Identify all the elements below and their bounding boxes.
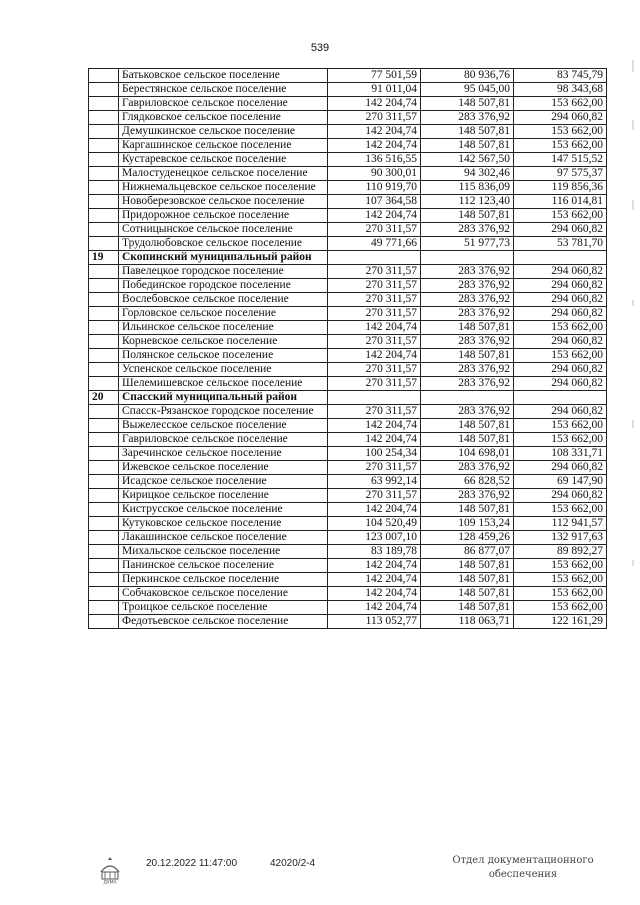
value-cell-3: 294 060,82 bbox=[514, 335, 607, 349]
value-cell-2 bbox=[421, 391, 514, 405]
value-cell-1: 142 204,74 bbox=[328, 139, 421, 153]
value-cell-3: 153 662,00 bbox=[514, 349, 607, 363]
value-cell-3: 294 060,82 bbox=[514, 489, 607, 503]
value-cell-3: 89 892,27 bbox=[514, 545, 607, 559]
table-row bbox=[89, 545, 607, 559]
value-cell-2: 80 936,76 bbox=[421, 69, 514, 83]
value-cell-1: 270 311,57 bbox=[328, 489, 421, 503]
value-cell-3: 147 515,52 bbox=[514, 153, 607, 167]
settlement-name-cell: Новоберезовское сельское поселение bbox=[119, 195, 328, 209]
value-cell-3: 153 662,00 bbox=[514, 139, 607, 153]
margin-scan-marks bbox=[630, 60, 636, 880]
value-cell-1: 270 311,57 bbox=[328, 265, 421, 279]
settlement-name-cell: Федотьевское сельское поселение bbox=[119, 615, 328, 629]
settlement-name-cell: Каргашинское сельское поселение bbox=[119, 139, 328, 153]
row-number-cell bbox=[89, 433, 119, 447]
value-cell-3: 119 856,36 bbox=[514, 181, 607, 195]
value-cell-2: 148 507,81 bbox=[421, 125, 514, 139]
value-cell-1: 270 311,57 bbox=[328, 111, 421, 125]
value-cell-2: 283 376,92 bbox=[421, 461, 514, 475]
row-number-cell bbox=[89, 307, 119, 321]
value-cell-2: 283 376,92 bbox=[421, 405, 514, 419]
value-cell-1: 49 771,66 bbox=[328, 237, 421, 251]
settlement-name-cell: Собчаковское сельское поселение bbox=[119, 587, 328, 601]
budget-table bbox=[88, 68, 607, 629]
value-cell-3: 122 161,29 bbox=[514, 615, 607, 629]
value-cell-2: 95 045,00 bbox=[421, 83, 514, 97]
value-cell-1: 113 052,77 bbox=[328, 615, 421, 629]
value-cell-2: 148 507,81 bbox=[421, 503, 514, 517]
settlement-name-cell: Кирицкое сельское поселение bbox=[119, 489, 328, 503]
table-row bbox=[89, 405, 607, 419]
value-cell-1: 142 204,74 bbox=[328, 433, 421, 447]
row-number-cell bbox=[89, 237, 119, 251]
settlement-name-cell: Нижнемальцевское сельское поселение bbox=[119, 181, 328, 195]
value-cell-2: 148 507,81 bbox=[421, 349, 514, 363]
row-number-cell bbox=[89, 153, 119, 167]
value-cell-1: 142 204,74 bbox=[328, 503, 421, 517]
value-cell-2: 283 376,92 bbox=[421, 335, 514, 349]
settlement-name-cell: Заречинское сельское поселение bbox=[119, 447, 328, 461]
value-cell-3: 153 662,00 bbox=[514, 321, 607, 335]
table-row bbox=[89, 69, 607, 83]
stamp-line-2: обеспечения bbox=[488, 869, 558, 880]
table-row bbox=[89, 279, 607, 293]
row-number-cell bbox=[89, 559, 119, 573]
row-number-cell bbox=[89, 349, 119, 363]
value-cell-1 bbox=[328, 251, 421, 265]
settlement-name-cell: Берестянское сельское поселение bbox=[119, 83, 328, 97]
row-number-cell bbox=[89, 517, 119, 531]
value-cell-2: 283 376,92 bbox=[421, 279, 514, 293]
value-cell-3 bbox=[514, 251, 607, 265]
table-row bbox=[89, 475, 607, 489]
value-cell-1: 104 520,49 bbox=[328, 517, 421, 531]
table-row bbox=[89, 531, 607, 545]
table-row bbox=[89, 461, 607, 475]
row-number-cell bbox=[89, 279, 119, 293]
table-row bbox=[89, 83, 607, 97]
settlement-name-cell: Малостуденецкое сельское поселение bbox=[119, 167, 328, 181]
section-row bbox=[89, 391, 607, 405]
settlement-name-cell: Павелецкое городское поселение bbox=[119, 265, 328, 279]
settlement-name-cell: Полянское сельское поселение bbox=[119, 349, 328, 363]
value-cell-3: 294 060,82 bbox=[514, 111, 607, 125]
value-cell-2: 283 376,92 bbox=[421, 223, 514, 237]
value-cell-2: 148 507,81 bbox=[421, 139, 514, 153]
value-cell-3 bbox=[514, 391, 607, 405]
row-number-cell bbox=[89, 139, 119, 153]
value-cell-3: 294 060,82 bbox=[514, 223, 607, 237]
value-cell-2: 66 828,52 bbox=[421, 475, 514, 489]
settlement-name-cell: Киструсское сельское поселение bbox=[119, 503, 328, 517]
value-cell-2: 148 507,81 bbox=[421, 419, 514, 433]
row-number-cell bbox=[89, 419, 119, 433]
footer-datetime: 20.12.2022 11:47:00 bbox=[146, 858, 238, 869]
value-cell-2: 148 507,81 bbox=[421, 209, 514, 223]
svg-text:ДУМА: ДУМА bbox=[103, 880, 117, 884]
value-cell-3: 132 917,63 bbox=[514, 531, 607, 545]
table-row bbox=[89, 209, 607, 223]
value-cell-1: 107 364,58 bbox=[328, 195, 421, 209]
table-row bbox=[89, 181, 607, 195]
table-row bbox=[89, 237, 607, 251]
value-cell-2: 51 977,73 bbox=[421, 237, 514, 251]
table-row bbox=[89, 265, 607, 279]
value-cell-3: 153 662,00 bbox=[514, 125, 607, 139]
value-cell-1: 270 311,57 bbox=[328, 307, 421, 321]
table-row bbox=[89, 321, 607, 335]
settlement-name-cell: Побединское городское поселение bbox=[119, 279, 328, 293]
table-row bbox=[89, 167, 607, 181]
table-row bbox=[89, 503, 607, 517]
value-cell-2: 283 376,92 bbox=[421, 111, 514, 125]
settlement-name-cell: Лакашинское сельское поселение bbox=[119, 531, 328, 545]
settlement-name-cell: Трудолюбовское сельское поселение bbox=[119, 237, 328, 251]
table-row bbox=[89, 601, 607, 615]
settlement-name-cell: Ильинское сельское поселение bbox=[119, 321, 328, 335]
table-row bbox=[89, 335, 607, 349]
row-number-cell: 20 bbox=[89, 391, 119, 405]
value-cell-3: 153 662,00 bbox=[514, 503, 607, 517]
settlement-name-cell: Горловское сельское поселение bbox=[119, 307, 328, 321]
row-number-cell bbox=[89, 111, 119, 125]
table-row bbox=[89, 307, 607, 321]
value-cell-1: 270 311,57 bbox=[328, 377, 421, 391]
value-cell-2: 115 836,09 bbox=[421, 181, 514, 195]
row-number-cell bbox=[89, 209, 119, 223]
table-row bbox=[89, 615, 607, 629]
value-cell-2: 148 507,81 bbox=[421, 433, 514, 447]
settlement-name-cell: Гавриловское сельское поселение bbox=[119, 97, 328, 111]
value-cell-1: 142 204,74 bbox=[328, 321, 421, 335]
value-cell-1: 91 011,04 bbox=[328, 83, 421, 97]
value-cell-1: 270 311,57 bbox=[328, 363, 421, 377]
table-row bbox=[89, 559, 607, 573]
value-cell-3: 294 060,82 bbox=[514, 461, 607, 475]
footer-doc-number: 42020/2-4 bbox=[270, 858, 316, 869]
row-number-cell bbox=[89, 503, 119, 517]
page-footer bbox=[0, 852, 640, 902]
settlement-name-cell: Ижевское сельское поселение bbox=[119, 461, 328, 475]
row-number-cell bbox=[89, 167, 119, 181]
table-row bbox=[89, 377, 607, 391]
row-number-cell bbox=[89, 321, 119, 335]
value-cell-1: 142 204,74 bbox=[328, 209, 421, 223]
value-cell-1: 270 311,57 bbox=[328, 223, 421, 237]
settlement-name-cell: Спасск-Рязанское городское поселение bbox=[119, 405, 328, 419]
value-cell-2: 112 123,40 bbox=[421, 195, 514, 209]
value-cell-2: 283 376,92 bbox=[421, 363, 514, 377]
value-cell-2: 148 507,81 bbox=[421, 321, 514, 335]
settlement-name-cell: Гавриловское сельское поселение bbox=[119, 433, 328, 447]
value-cell-3: 83 745,79 bbox=[514, 69, 607, 83]
row-number-cell bbox=[89, 377, 119, 391]
value-cell-1: 90 300,01 bbox=[328, 167, 421, 181]
stamp-line-1: Отдел документационного bbox=[452, 855, 594, 866]
value-cell-1: 142 204,74 bbox=[328, 419, 421, 433]
value-cell-1: 270 311,57 bbox=[328, 293, 421, 307]
row-number-cell bbox=[89, 615, 119, 629]
value-cell-3: 112 941,57 bbox=[514, 517, 607, 531]
settlement-name-cell: Вослебовское сельское поселение bbox=[119, 293, 328, 307]
value-cell-1: 270 311,57 bbox=[328, 335, 421, 349]
row-number-cell bbox=[89, 335, 119, 349]
table-row bbox=[89, 517, 607, 531]
row-number-cell bbox=[89, 475, 119, 489]
value-cell-3: 53 781,70 bbox=[514, 237, 607, 251]
table-row bbox=[89, 153, 607, 167]
row-number-cell bbox=[89, 97, 119, 111]
table-row bbox=[89, 111, 607, 125]
settlement-name-cell: Батьковское сельское поселение bbox=[119, 69, 328, 83]
value-cell-2: 148 507,81 bbox=[421, 601, 514, 615]
department-stamp bbox=[448, 854, 598, 882]
value-cell-2: 142 567,50 bbox=[421, 153, 514, 167]
row-number-cell bbox=[89, 265, 119, 279]
row-number-cell bbox=[89, 405, 119, 419]
value-cell-1: 100 254,34 bbox=[328, 447, 421, 461]
duma-emblem-icon bbox=[96, 854, 124, 884]
settlement-name-cell: Корневское сельское поселение bbox=[119, 335, 328, 349]
table-row bbox=[89, 363, 607, 377]
value-cell-3: 153 662,00 bbox=[514, 559, 607, 573]
value-cell-2: 128 459,26 bbox=[421, 531, 514, 545]
value-cell-2: 86 877,07 bbox=[421, 545, 514, 559]
table-row bbox=[89, 223, 607, 237]
value-cell-3: 153 662,00 bbox=[514, 209, 607, 223]
value-cell-3: 97 575,37 bbox=[514, 167, 607, 181]
value-cell-2: 283 376,92 bbox=[421, 293, 514, 307]
table-row bbox=[89, 195, 607, 209]
value-cell-3: 294 060,82 bbox=[514, 405, 607, 419]
section-row bbox=[89, 251, 607, 265]
row-number-cell bbox=[89, 573, 119, 587]
value-cell-2: 148 507,81 bbox=[421, 587, 514, 601]
value-cell-3: 294 060,82 bbox=[514, 307, 607, 321]
value-cell-3: 153 662,00 bbox=[514, 433, 607, 447]
row-number-cell bbox=[89, 195, 119, 209]
value-cell-1: 270 311,57 bbox=[328, 405, 421, 419]
table-row bbox=[89, 489, 607, 503]
settlement-name-cell: Кутуковское сельское поселение bbox=[119, 517, 328, 531]
value-cell-3: 294 060,82 bbox=[514, 363, 607, 377]
settlement-name-cell: Глядковское сельское поселение bbox=[119, 111, 328, 125]
value-cell-3: 294 060,82 bbox=[514, 377, 607, 391]
settlement-name-cell: Спасский муниципальный район bbox=[119, 391, 328, 405]
value-cell-1: 77 501,59 bbox=[328, 69, 421, 83]
value-cell-3: 294 060,82 bbox=[514, 293, 607, 307]
table-row bbox=[89, 125, 607, 139]
value-cell-2: 109 153,24 bbox=[421, 517, 514, 531]
value-cell-2: 104 698,01 bbox=[421, 447, 514, 461]
value-cell-1: 142 204,74 bbox=[328, 573, 421, 587]
value-cell-3: 153 662,00 bbox=[514, 601, 607, 615]
table-row bbox=[89, 293, 607, 307]
value-cell-2: 283 376,92 bbox=[421, 265, 514, 279]
table-row bbox=[89, 433, 607, 447]
budget-table-body bbox=[89, 69, 607, 629]
value-cell-1: 63 992,14 bbox=[328, 475, 421, 489]
settlement-name-cell: Придорожное сельское поселение bbox=[119, 209, 328, 223]
value-cell-1: 270 311,57 bbox=[328, 279, 421, 293]
settlement-name-cell: Успенское сельское поселение bbox=[119, 363, 328, 377]
settlement-name-cell: Кустаревское сельское поселение bbox=[119, 153, 328, 167]
value-cell-3: 153 662,00 bbox=[514, 419, 607, 433]
value-cell-1: 136 516,55 bbox=[328, 153, 421, 167]
row-number-cell bbox=[89, 601, 119, 615]
value-cell-2: 283 376,92 bbox=[421, 489, 514, 503]
value-cell-3: 69 147,90 bbox=[514, 475, 607, 489]
value-cell-2 bbox=[421, 251, 514, 265]
row-number-cell bbox=[89, 83, 119, 97]
row-number-cell bbox=[89, 125, 119, 139]
value-cell-1: 270 311,57 bbox=[328, 461, 421, 475]
row-number-cell bbox=[89, 293, 119, 307]
settlement-name-cell: Перкинское сельское поселение bbox=[119, 573, 328, 587]
value-cell-2: 148 507,81 bbox=[421, 573, 514, 587]
value-cell-1: 110 919,70 bbox=[328, 181, 421, 195]
value-cell-1: 142 204,74 bbox=[328, 587, 421, 601]
row-number-cell bbox=[89, 489, 119, 503]
table-row bbox=[89, 349, 607, 363]
row-number-cell bbox=[89, 223, 119, 237]
settlement-name-cell: Исадское сельское поселение bbox=[119, 475, 328, 489]
value-cell-1: 83 189,78 bbox=[328, 545, 421, 559]
page-number: 539 bbox=[310, 42, 330, 54]
value-cell-1: 142 204,74 bbox=[328, 125, 421, 139]
row-number-cell bbox=[89, 461, 119, 475]
value-cell-1: 142 204,74 bbox=[328, 349, 421, 363]
table-row bbox=[89, 97, 607, 111]
value-cell-3: 153 662,00 bbox=[514, 573, 607, 587]
value-cell-2: 118 063,71 bbox=[421, 615, 514, 629]
settlement-name-cell: Скопинский муниципальный район bbox=[119, 251, 328, 265]
value-cell-2: 283 376,92 bbox=[421, 377, 514, 391]
settlement-name-cell: Шелемишевское сельское поселение bbox=[119, 377, 328, 391]
table-row bbox=[89, 587, 607, 601]
value-cell-3: 116 014,81 bbox=[514, 195, 607, 209]
value-cell-1 bbox=[328, 391, 421, 405]
settlement-name-cell: Демушкинское сельское поселение bbox=[119, 125, 328, 139]
value-cell-3: 294 060,82 bbox=[514, 279, 607, 293]
row-number-cell bbox=[89, 587, 119, 601]
settlement-name-cell: Панинское сельское поселение bbox=[119, 559, 328, 573]
value-cell-3: 294 060,82 bbox=[514, 265, 607, 279]
settlement-name-cell: Троицкое сельское поселение bbox=[119, 601, 328, 615]
value-cell-1: 123 007,10 bbox=[328, 531, 421, 545]
value-cell-3: 153 662,00 bbox=[514, 587, 607, 601]
row-number-cell bbox=[89, 363, 119, 377]
value-cell-1: 142 204,74 bbox=[328, 559, 421, 573]
row-number-cell bbox=[89, 545, 119, 559]
row-number-cell: 19 bbox=[89, 251, 119, 265]
table-row bbox=[89, 447, 607, 461]
value-cell-1: 142 204,74 bbox=[328, 601, 421, 615]
row-number-cell bbox=[89, 69, 119, 83]
value-cell-1: 142 204,74 bbox=[328, 97, 421, 111]
table-row bbox=[89, 139, 607, 153]
value-cell-2: 283 376,92 bbox=[421, 307, 514, 321]
row-number-cell bbox=[89, 181, 119, 195]
row-number-cell bbox=[89, 447, 119, 461]
value-cell-3: 98 343,68 bbox=[514, 83, 607, 97]
row-number-cell bbox=[89, 531, 119, 545]
value-cell-2: 148 507,81 bbox=[421, 97, 514, 111]
value-cell-3: 153 662,00 bbox=[514, 97, 607, 111]
table-row bbox=[89, 419, 607, 433]
value-cell-2: 94 302,46 bbox=[421, 167, 514, 181]
value-cell-3: 108 331,71 bbox=[514, 447, 607, 461]
settlement-name-cell: Михальское сельское поселение bbox=[119, 545, 328, 559]
settlement-name-cell: Выжелесское сельское поселение bbox=[119, 419, 328, 433]
table-row bbox=[89, 573, 607, 587]
settlement-name-cell: Сотницынское сельское поселение bbox=[119, 223, 328, 237]
value-cell-2: 148 507,81 bbox=[421, 559, 514, 573]
